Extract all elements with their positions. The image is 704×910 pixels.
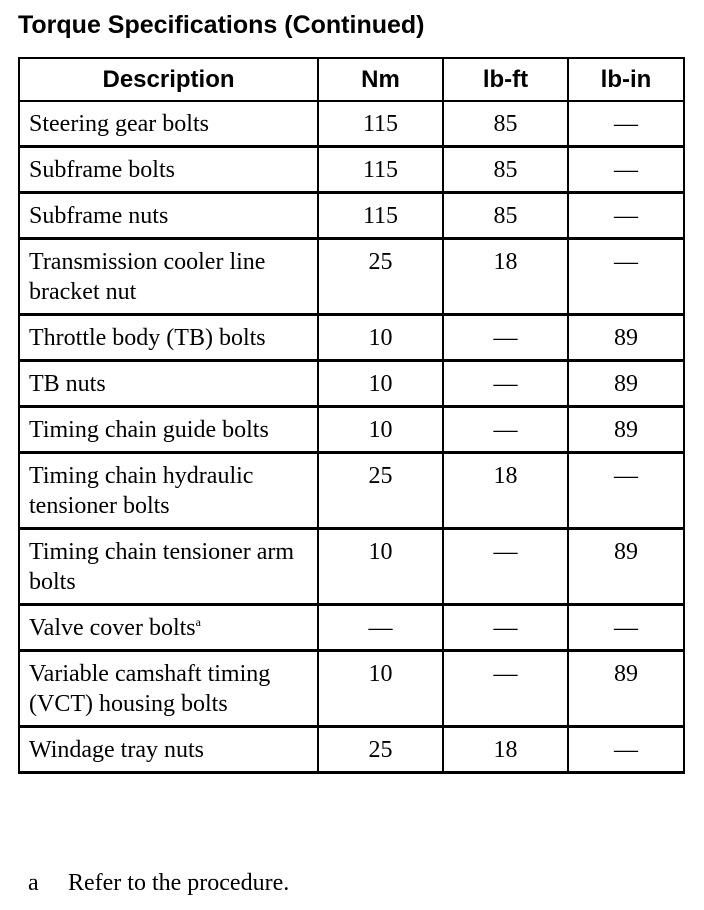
cell-lb-ft: — [443, 529, 568, 605]
table-body [19, 101, 684, 773]
cell-nm: 25 [318, 453, 443, 529]
footnote-marker: a [195, 615, 201, 629]
description-text: Valve cover bolts [29, 615, 196, 641]
cell-lb-ft: — [443, 605, 568, 651]
torque-spec-table [18, 57, 685, 774]
cell-nm: 115 [318, 193, 443, 239]
header-lb-in: lb-in [568, 58, 684, 101]
table-row [19, 315, 684, 361]
cell-lb-ft: — [443, 315, 568, 361]
footnote [28, 868, 289, 898]
cell-description [19, 361, 318, 407]
cell-lb-ft: — [443, 407, 568, 453]
cell-description [19, 147, 318, 193]
cell-nm: 10 [318, 407, 443, 453]
cell-lb-in: — [568, 147, 684, 193]
cell-lb-ft: 85 [443, 193, 568, 239]
description-text: Variable camshaft timing (VCT) housing bolts [29, 661, 271, 717]
table-row [19, 147, 684, 193]
cell-lb-in: 89 [568, 315, 684, 361]
table-header-row [19, 58, 684, 101]
cell-description [19, 315, 318, 361]
description-text: Timing chain tensioner arm bolts [29, 539, 295, 595]
table-row [19, 361, 684, 407]
footnote-letter: a [28, 870, 39, 896]
table-row [19, 193, 684, 239]
cell-nm: 10 [318, 651, 443, 727]
cell-lb-in: — [568, 101, 684, 147]
header-description: Description [19, 58, 318, 101]
cell-nm: 10 [318, 529, 443, 605]
cell-lb-ft: — [443, 651, 568, 727]
cell-nm: 115 [318, 147, 443, 193]
description-text: Timing chain guide bolts [29, 417, 269, 443]
cell-nm: 10 [318, 315, 443, 361]
table-row [19, 529, 684, 605]
description-text: TB nuts [29, 371, 106, 397]
cell-lb-ft: 18 [443, 727, 568, 773]
header-lb-ft: lb-ft [443, 58, 568, 101]
cell-nm: 25 [318, 727, 443, 773]
cell-description [19, 727, 318, 773]
cell-nm: — [318, 605, 443, 651]
description-text: Subframe bolts [29, 157, 175, 183]
cell-description [19, 453, 318, 529]
cell-lb-in: — [568, 727, 684, 773]
description-text: Subframe nuts [29, 203, 169, 229]
cell-lb-in: 89 [568, 529, 684, 605]
table-row [19, 239, 684, 315]
table-row [19, 453, 684, 529]
cell-lb-ft: 85 [443, 147, 568, 193]
cell-lb-in: — [568, 193, 684, 239]
table-row [19, 605, 684, 651]
table-row [19, 101, 684, 147]
description-text: Timing chain hydraulic tensioner bolts [29, 463, 254, 519]
cell-description [19, 651, 318, 727]
cell-lb-in: — [568, 453, 684, 529]
cell-lb-ft: — [443, 361, 568, 407]
cell-lb-ft: 18 [443, 453, 568, 529]
table-row [19, 727, 684, 773]
cell-lb-in: 89 [568, 651, 684, 727]
description-text: Steering gear bolts [29, 111, 209, 137]
cell-description [19, 193, 318, 239]
cell-description [19, 407, 318, 453]
description-text: Throttle body (TB) bolts [29, 325, 266, 351]
cell-description [19, 239, 318, 315]
cell-description [19, 529, 318, 605]
cell-nm: 10 [318, 361, 443, 407]
description-text: Transmission cooler line bracket nut [29, 249, 266, 305]
cell-description [19, 101, 318, 147]
page-title: Torque Specifications (Continued) [18, 11, 425, 39]
cell-lb-ft: 85 [443, 101, 568, 147]
cell-lb-in: — [568, 605, 684, 651]
description-text: Windage tray nuts [29, 737, 204, 763]
cell-nm: 25 [318, 239, 443, 315]
table-row [19, 651, 684, 727]
cell-lb-ft: 18 [443, 239, 568, 315]
cell-description [19, 605, 318, 651]
cell-nm: 115 [318, 101, 443, 147]
footnote-text: Refer to the procedure. [68, 870, 290, 896]
cell-lb-in: 89 [568, 407, 684, 453]
cell-lb-in: — [568, 239, 684, 315]
header-nm: Nm [318, 58, 443, 101]
table-row [19, 407, 684, 453]
cell-lb-in: 89 [568, 361, 684, 407]
